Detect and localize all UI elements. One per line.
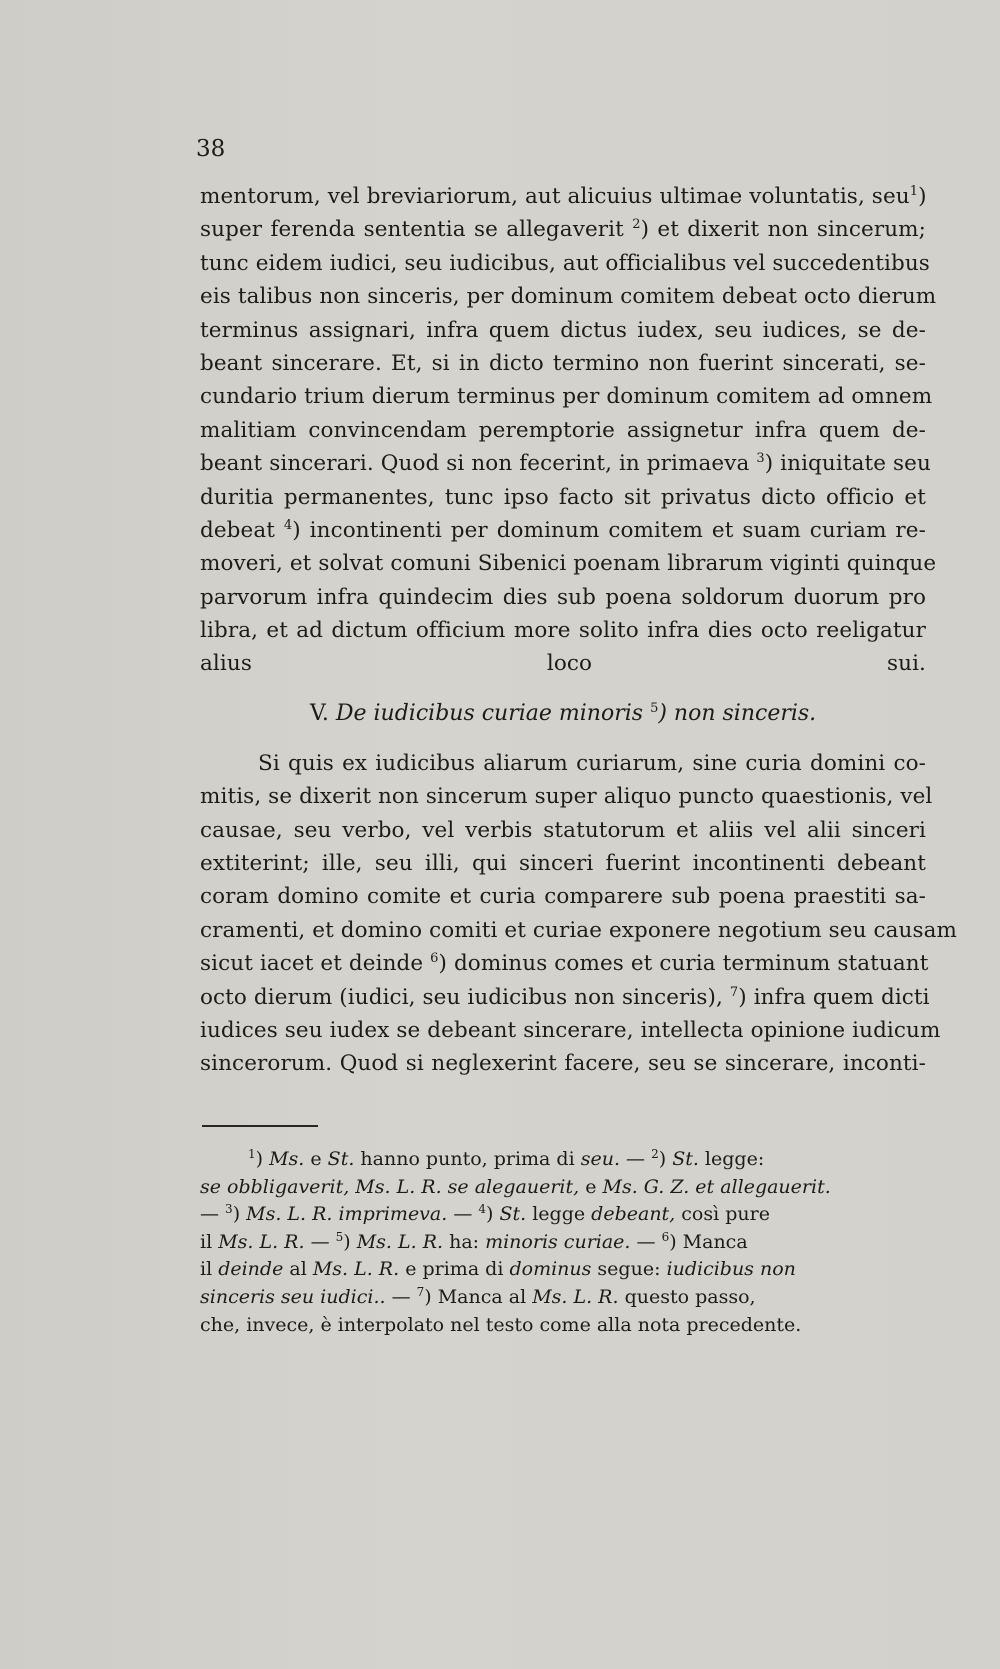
text-line: eis talibus non sinceris, per dominum comitem debeat octo dierum	[200, 284, 937, 310]
text-line: Si quis ex iudicibus aliarum curiarum, sine curia domini co-	[258, 750, 926, 776]
text-line: tunc eidem iudici, seu iudicibus, aut officialibus vel succedentibus	[200, 250, 930, 276]
text-line: super ferenda sententia se allegaverit $^2$) et dixerit non sincerum;	[200, 217, 926, 243]
text-line: causae, seu verbo, vel verbis statutorum et aliis vel alii sinceri	[200, 817, 926, 843]
text-line: duritia permanentes, tunc ipso facto sit privatus dicto officio et	[200, 484, 926, 510]
footnote-line: se obbligaverit, Ms. L. R. se alegauerit, e Ms. G. Z. et allegauerit.	[200, 1175, 831, 1198]
text-line: terminus assignari, infra quem dictus iudex, seu iudices, se de-	[200, 317, 926, 343]
footnote-line: il Ms. L. R. — $^5$) Ms. L. R. ha: minoris curiae. — $^6$) Manca	[200, 1229, 748, 1253]
footnote-line: il deinde al Ms. L. R. e prima di dominus segue: iudicibus non	[200, 1258, 796, 1281]
text-line: moveri, et solvat comuni Sibenici poenam librarum viginti quinque	[200, 551, 937, 577]
footnote-separator	[202, 1125, 318, 1127]
text-line: malitiam convincendam peremptorie assignetur infra quem de-	[200, 417, 926, 443]
footnote-ref: 5	[650, 700, 659, 716]
footnotes	[200, 1146, 926, 1339]
text-line: cundario trium dierum terminus per dominum comitem ad omnem	[200, 384, 933, 410]
paragraph-statute-iv-end	[200, 180, 937, 681]
text-line: mentorum, vel breviariorum, aut alicuius ultimae voluntatis, seu $^1$)	[200, 184, 927, 209]
text-line: parvorum infra quindecim dies sub poena soldorum duorum pro	[200, 584, 926, 610]
section-title: De iudicibus curiae minoris	[335, 700, 644, 726]
text-line: iudices seu iudex se debeant sincerare, intellecta opinione iudicum	[200, 1017, 941, 1043]
text-line: coram domino comite et curia comparere sub poena praestiti sa-	[200, 884, 926, 910]
footnote-line: — $^3$) Ms. L. R. imprimeva. — $^4$) St. legge debeant, così pure	[200, 1202, 770, 1226]
paragraph-statute-v	[200, 747, 957, 1081]
footnote-line: $^1$) Ms. e St. hanno punto, prima di seu. — $^2$) St. legge:	[248, 1147, 765, 1170]
text-line: mitis, se dixerit non sincerum super aliquo puncto quaestionis, vel	[200, 784, 933, 810]
footnote-line: sinceris seu iudici.. — $^7$) Manca al Ms. L. R. questo passo,	[200, 1284, 756, 1308]
text-line: libra, et ad dictum officium more solito infra dies octo reeligatur	[200, 618, 926, 644]
text-line: beant sincerare. Et, si in dicto termino non fuerint sincerati, se-	[200, 350, 926, 376]
text-line: sicut iacet et deinde $^6$) dominus comes et curia terminum statuant	[200, 951, 929, 977]
text-line: octo dierum (iudici, seu iudicibus non sinceris), $^7$) infra quem dicti	[200, 984, 930, 1010]
text-line: alius loco sui.	[200, 651, 926, 677]
footnote-line: che, invece, è interpolato nel testo come alla nota precedente.	[200, 1313, 802, 1336]
text-line: beant sincerari. Quod si non fecerint, in primaeva $^3$) iniquitate seu	[200, 451, 931, 477]
text-line: sincerorum. Quod si neglexerint facere, seu se sincerare, inconti-	[200, 1051, 926, 1077]
text-line: extiterint; ille, seu illi, qui sinceri fuerint incontinenti debeant	[200, 851, 926, 877]
text-line: debeat $^4$) incontinenti per dominum comitem et suam curiam re-	[200, 517, 926, 543]
text-line: cramenti, et domino comiti et curiae exponere negotium seu causam	[200, 917, 957, 943]
page-number: 38	[196, 136, 226, 162]
section-numeral: V.	[309, 700, 329, 726]
section-heading: V. De iudicibus curiae minoris $^5$) non sinceris.	[309, 700, 817, 726]
main-text	[200, 180, 957, 1081]
